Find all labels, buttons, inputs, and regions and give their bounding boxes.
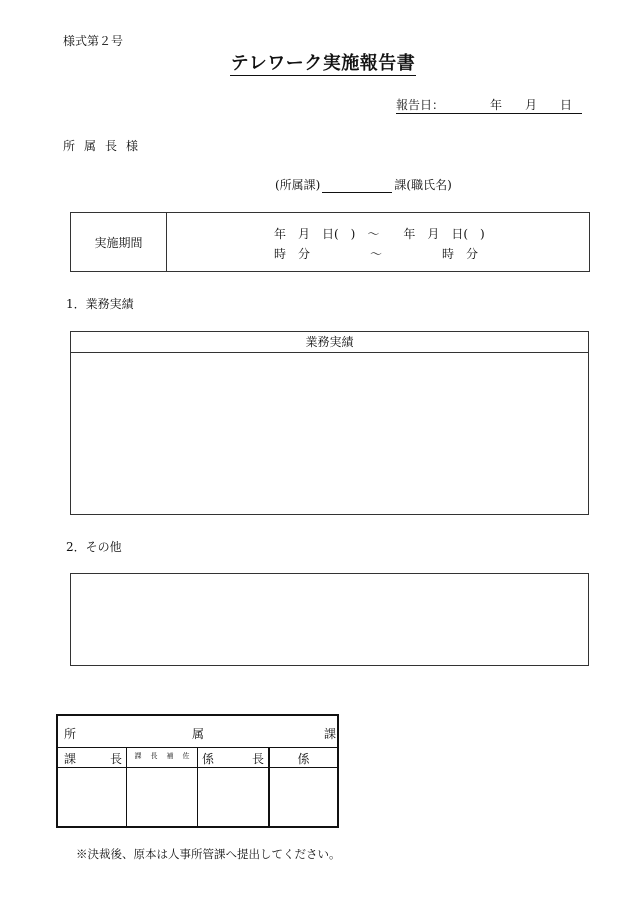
report-date-month: 月: [525, 98, 538, 112]
page-title-text: テレワーク実施報告書: [230, 53, 416, 74]
approval-col-subsection-chief: [198, 747, 270, 826]
section-chief-char-2: 長: [109, 752, 122, 766]
section-chief-stamp-area[interactable]: [58, 768, 126, 826]
report-date-day: 日: [560, 98, 573, 112]
department-suffix: (職氏名): [406, 178, 452, 192]
deputy-char-4: 佐: [182, 752, 190, 760]
report-date-label: 報告日：: [396, 98, 445, 112]
report-date-year: 年: [490, 98, 503, 112]
staff-stamp-area[interactable]: [270, 768, 337, 826]
work-results-box: [70, 331, 589, 515]
approval-col-staff: [270, 747, 337, 826]
subsection-chief-char-1: 係: [202, 752, 215, 766]
subsection-chief-char-2: 長: [251, 752, 264, 766]
deputy-chief-stamp-area[interactable]: [127, 768, 197, 826]
period-label: 実施期間: [71, 213, 167, 271]
department-unit: 課: [394, 178, 407, 192]
approval-department-row: [58, 716, 337, 748]
department-input[interactable]: [322, 179, 392, 193]
approval-top-char-2: 属: [192, 727, 205, 741]
footer-note: ※決裁後、原本は人事所管課へ提出してください。: [76, 847, 341, 861]
deputy-char-1: 課: [134, 752, 142, 760]
approval-col-deputy-chief: [127, 747, 198, 826]
report-date-field[interactable]: [396, 96, 582, 114]
deputy-char-3: 補: [166, 752, 174, 760]
work-results-header: 業務実績: [71, 332, 588, 353]
section-chief-char-1: 課: [64, 752, 77, 766]
section1-heading: 1．業務実績: [66, 297, 134, 311]
period-date-row[interactable]: 年 月 日( ) ～ 年 月 日( ): [274, 227, 485, 241]
form-id: 様式第２号: [63, 34, 124, 48]
deputy-char-2: 長: [150, 752, 158, 760]
approval-top-char-3: 課: [324, 727, 337, 741]
department-line: [275, 176, 452, 193]
section2-heading: 2．その他: [66, 540, 122, 554]
other-notes-box[interactable]: [70, 573, 589, 666]
period-time-row[interactable]: 時 分 ～ 時 分: [274, 247, 479, 261]
department-prefix: (所属課): [275, 178, 321, 192]
subsection-chief-stamp-area[interactable]: [198, 768, 268, 826]
approval-col-section-chief: [58, 747, 127, 826]
approval-top-char-1: 所: [64, 727, 77, 741]
addressee: 所属長様: [63, 139, 148, 153]
page-title: [0, 49, 630, 75]
approval-stamp-table: [56, 714, 339, 828]
staff-label: 係: [297, 752, 310, 766]
period-table: [70, 212, 590, 272]
work-results-input[interactable]: [71, 353, 588, 513]
